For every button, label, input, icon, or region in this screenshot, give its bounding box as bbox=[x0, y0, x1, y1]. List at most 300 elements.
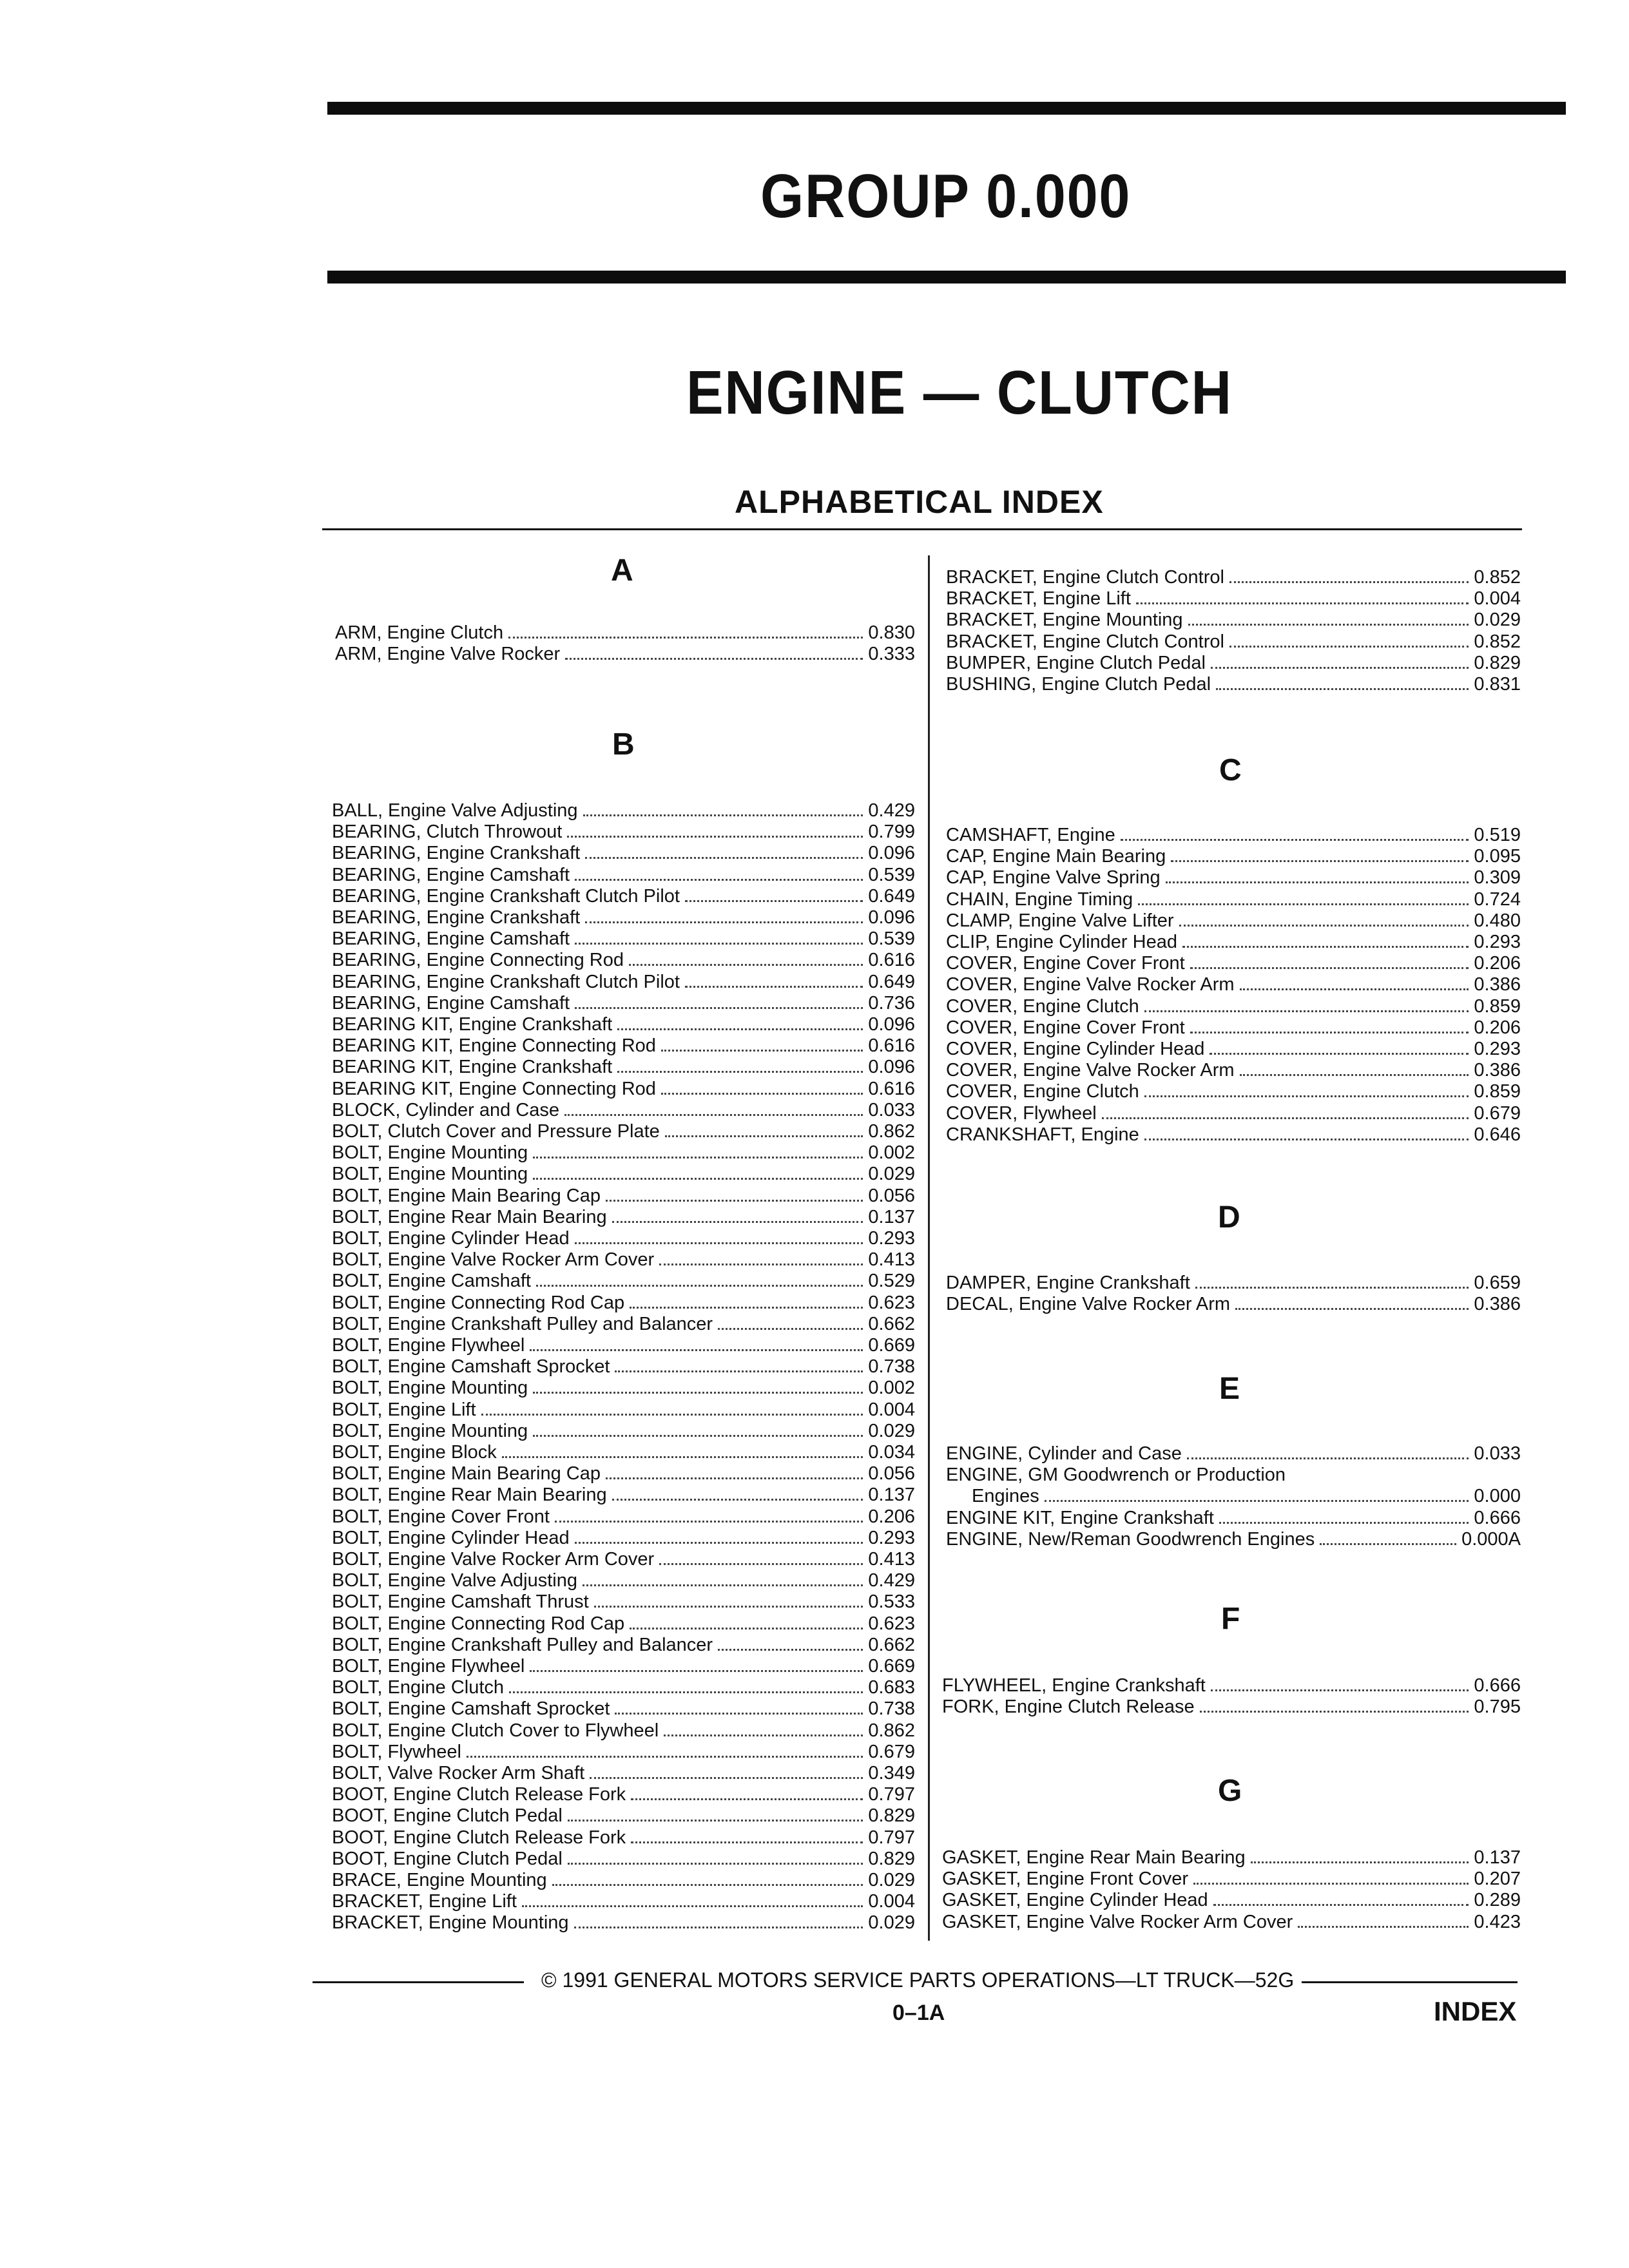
entry-page-ref: 0.309 bbox=[1474, 867, 1521, 889]
entry-page-ref: 0.333 bbox=[868, 644, 915, 665]
dot-leader bbox=[615, 1713, 863, 1715]
entry-page-ref: 0.029 bbox=[868, 1420, 915, 1441]
dot-leader bbox=[659, 1264, 863, 1265]
entry-page-ref: 0.096 bbox=[868, 1057, 915, 1078]
entry-page-ref: 0.830 bbox=[868, 622, 915, 643]
index-entry bbox=[946, 610, 1521, 631]
dot-leader bbox=[661, 1093, 863, 1095]
index-entry bbox=[942, 1869, 1521, 1890]
index-entry bbox=[332, 1570, 915, 1591]
entry-page-ref: 0.669 bbox=[868, 1335, 915, 1356]
entry-page-ref: 0.829 bbox=[1474, 652, 1521, 673]
index-entry bbox=[332, 1656, 915, 1677]
entry-label: BOLT, Engine Camshaft bbox=[332, 1271, 531, 1292]
dot-leader bbox=[1138, 903, 1469, 905]
page-number: 0–1A bbox=[892, 2001, 945, 2025]
index-entry bbox=[946, 1443, 1521, 1465]
entry-page-ref: 0.033 bbox=[868, 1099, 915, 1120]
index-entry bbox=[335, 644, 915, 665]
entry-page-ref: 0.616 bbox=[868, 1078, 915, 1099]
entry-label: BOLT, Engine Lift bbox=[332, 1399, 476, 1420]
entry-label: BOLT, Engine Camshaft Thrust bbox=[332, 1591, 589, 1613]
dot-leader bbox=[629, 964, 863, 966]
index-entry bbox=[332, 1549, 915, 1570]
index-entry bbox=[332, 1121, 915, 1142]
dot-leader bbox=[568, 1820, 863, 1821]
index-entry bbox=[332, 1421, 915, 1442]
entry-label: BOLT, Engine Connecting Rod Cap bbox=[332, 1613, 625, 1634]
entry-page-ref: 0.293 bbox=[868, 1228, 915, 1249]
entry-label: BOLT, Engine Crankshaft Pulley and Balancer bbox=[332, 1313, 713, 1334]
dot-leader bbox=[1298, 1926, 1469, 1928]
dot-leader bbox=[590, 1777, 863, 1779]
index-entry bbox=[946, 974, 1521, 995]
entry-label: BEARING, Engine Camshaft bbox=[332, 992, 570, 1014]
entry-label: BOLT, Engine Cover Front bbox=[332, 1506, 550, 1527]
entry-page-ref: 0.033 bbox=[1474, 1443, 1521, 1464]
entry-label: BOLT, Engine Rear Main Bearing bbox=[332, 1485, 607, 1506]
dot-leader bbox=[533, 1435, 863, 1437]
index-entry bbox=[332, 1142, 915, 1164]
entry-page-ref: 0.000A bbox=[1461, 1528, 1521, 1550]
index-entry bbox=[332, 886, 915, 907]
index-entry bbox=[332, 1463, 915, 1485]
entry-label: BUMPER, Engine Clutch Pedal bbox=[946, 652, 1206, 673]
entry-label: BOLT, Engine Cylinder Head bbox=[332, 1228, 570, 1249]
dot-leader bbox=[612, 1499, 863, 1501]
entry-label: DECAL, Engine Valve Rocker Arm bbox=[946, 1294, 1231, 1315]
entry-page-ref: 0.738 bbox=[868, 1356, 915, 1378]
entry-label: GASKET, Engine Valve Rocker Arm Cover bbox=[942, 1911, 1293, 1932]
entry-page-ref: 0.207 bbox=[1474, 1869, 1521, 1890]
dot-leader bbox=[552, 1884, 863, 1886]
dot-leader bbox=[606, 1200, 863, 1202]
dot-leader bbox=[583, 1584, 863, 1586]
entry-page-ref: 0.679 bbox=[868, 1741, 915, 1762]
dot-leader bbox=[594, 1606, 863, 1608]
entry-page-ref: 0.206 bbox=[1474, 953, 1521, 974]
index-entry bbox=[332, 1035, 915, 1057]
dot-leader bbox=[1210, 1053, 1469, 1055]
index-entry bbox=[332, 1378, 915, 1399]
entry-label: BEARING KIT, Engine Connecting Rod bbox=[332, 1035, 656, 1057]
entry-page-ref: 0.662 bbox=[868, 1313, 915, 1334]
dot-leader bbox=[630, 1307, 863, 1309]
index-entry bbox=[332, 1100, 915, 1121]
entry-page-ref: 0.029 bbox=[868, 1164, 915, 1185]
entry-label: BEARING, Engine Connecting Rod bbox=[332, 950, 624, 971]
entry-label: BOLT, Engine Camshaft Sprocket bbox=[332, 1698, 610, 1720]
dot-leader bbox=[615, 1370, 863, 1372]
entry-label: BEARING, Engine Camshaft bbox=[332, 864, 570, 885]
entry-label: BRACKET, Engine Mounting bbox=[946, 610, 1183, 631]
entry-label: BOLT, Valve Rocker Arm Shaft bbox=[332, 1763, 585, 1783]
dot-leader bbox=[1188, 624, 1469, 626]
index-entry bbox=[332, 1442, 915, 1463]
entry-label: GASKET, Engine Rear Main Bearing bbox=[942, 1847, 1246, 1868]
entry-page-ref: 0.386 bbox=[1474, 974, 1521, 995]
entry-page-ref: 0.413 bbox=[868, 1249, 915, 1271]
dot-leader bbox=[575, 943, 863, 945]
entry-label: COVER, Engine Cylinder Head bbox=[946, 1039, 1205, 1059]
index-entry bbox=[332, 1057, 915, 1078]
entry-page-ref: 0.386 bbox=[1474, 1060, 1521, 1081]
entry-page-ref: 0.429 bbox=[868, 800, 915, 821]
index-entry bbox=[946, 1017, 1521, 1039]
entry-label: BRACKET, Engine Clutch Control bbox=[946, 567, 1224, 588]
entry-page-ref: 0.862 bbox=[868, 1720, 915, 1741]
entry-page-ref: 0.000 bbox=[1474, 1486, 1521, 1507]
entry-label: CAP, Engine Main Bearing bbox=[946, 846, 1166, 867]
index-entry bbox=[332, 1399, 915, 1421]
entry-label: COVER, Engine Clutch bbox=[946, 995, 1139, 1017]
entry-page-ref: 0.386 bbox=[1474, 1294, 1521, 1315]
index-entry bbox=[332, 1805, 915, 1827]
index-entry bbox=[332, 1506, 915, 1528]
entry-page-ref: 0.795 bbox=[1474, 1696, 1521, 1718]
dot-leader bbox=[617, 1071, 863, 1073]
dot-leader bbox=[1320, 1543, 1456, 1545]
entry-label: FORK, Engine Clutch Release bbox=[942, 1696, 1195, 1718]
index-footer-label: INDEX bbox=[1434, 1996, 1517, 2026]
footer-rule-left bbox=[313, 1981, 524, 1983]
index-entry bbox=[332, 1079, 915, 1100]
dot-leader bbox=[1045, 1500, 1469, 1502]
entry-label: GASKET, Engine Front Cover bbox=[942, 1869, 1188, 1890]
entry-page-ref: 0.852 bbox=[1474, 567, 1521, 588]
entry-page-ref: 0.859 bbox=[1474, 1081, 1521, 1102]
entry-page-ref: 0.724 bbox=[1474, 889, 1521, 910]
dot-leader bbox=[530, 1349, 863, 1351]
entry-page-ref: 0.429 bbox=[868, 1570, 915, 1591]
dot-leader bbox=[1235, 1308, 1469, 1310]
dot-leader bbox=[718, 1328, 863, 1330]
entry-label: CAP, Engine Valve Spring bbox=[946, 867, 1161, 889]
dot-leader bbox=[1179, 925, 1469, 927]
entry-label: BEARING KIT, Engine Crankshaft bbox=[332, 1057, 613, 1078]
entry-label: COVER, Engine Valve Rocker Arm bbox=[946, 974, 1235, 995]
entry-label: BOLT, Engine Clutch bbox=[332, 1677, 505, 1698]
index-entry bbox=[946, 1039, 1521, 1060]
letter-heading-f: F bbox=[1221, 1602, 1240, 1636]
index-entry bbox=[332, 822, 915, 843]
entry-page-ref: 0.649 bbox=[868, 885, 915, 907]
dot-leader bbox=[1144, 1139, 1469, 1140]
index-entry bbox=[942, 1847, 1521, 1869]
entry-label: BOOT, Engine Clutch Pedal bbox=[332, 1805, 563, 1827]
index-entry bbox=[332, 865, 915, 886]
index-entry bbox=[946, 953, 1521, 974]
dot-leader bbox=[574, 1927, 863, 1928]
index-entry bbox=[332, 1186, 915, 1207]
entry-label: BEARING, Engine Crankshaft Clutch Pilot bbox=[332, 885, 680, 907]
index-entry bbox=[332, 1164, 915, 1185]
dot-leader bbox=[564, 1114, 863, 1116]
index-entry bbox=[332, 1356, 915, 1378]
index-title-rule bbox=[322, 528, 1522, 530]
entry-label: BUSHING, Engine Clutch Pedal bbox=[946, 674, 1211, 695]
entry-page-ref: 0.293 bbox=[1474, 932, 1521, 952]
index-entry bbox=[946, 674, 1521, 695]
entry-label: BOLT, Engine Valve Rocker Arm Cover bbox=[332, 1249, 655, 1271]
dot-leader bbox=[685, 986, 863, 988]
index-entry bbox=[332, 1720, 915, 1742]
entry-label: BEARING KIT, Engine Connecting Rod bbox=[332, 1078, 656, 1099]
letter-heading-g: G bbox=[1218, 1774, 1242, 1808]
dot-leader bbox=[1102, 1117, 1469, 1119]
dot-leader bbox=[1187, 1457, 1469, 1459]
dot-leader bbox=[1211, 1689, 1469, 1691]
entry-label: BEARING, Clutch Throwout bbox=[332, 822, 563, 843]
index-entry bbox=[335, 622, 915, 644]
entry-page-ref: 0.829 bbox=[868, 1848, 915, 1869]
index-entry bbox=[332, 1249, 915, 1271]
entry-page-ref: 0.862 bbox=[868, 1121, 915, 1142]
dot-leader bbox=[1240, 1074, 1469, 1076]
entry-page-ref: 0.738 bbox=[868, 1698, 915, 1720]
index-entry bbox=[946, 910, 1521, 932]
index-entry bbox=[332, 800, 915, 822]
index-entry bbox=[332, 972, 915, 993]
dot-leader bbox=[575, 1242, 863, 1244]
dot-leader bbox=[631, 1798, 863, 1800]
letter-heading-a: A bbox=[611, 553, 633, 588]
entry-page-ref: 0.679 bbox=[1474, 1102, 1521, 1124]
index-entry bbox=[942, 1696, 1521, 1718]
entry-label: BRACE, Engine Mounting bbox=[332, 1870, 547, 1890]
entry-page-ref: 0.666 bbox=[1474, 1675, 1521, 1696]
entry-page-ref: 0.289 bbox=[1474, 1890, 1521, 1911]
entry-label: CAMSHAFT, Engine bbox=[946, 825, 1115, 845]
index-entry bbox=[332, 1228, 915, 1249]
column-divider bbox=[928, 555, 930, 1941]
index-entry bbox=[942, 1912, 1521, 1933]
entry-page-ref: 0.646 bbox=[1474, 1124, 1521, 1145]
entry-page-ref: 0.797 bbox=[868, 1784, 915, 1805]
entry-label: GASKET, Engine Cylinder Head bbox=[942, 1890, 1208, 1911]
entry-label: FLYWHEEL, Engine Crankshaft bbox=[942, 1675, 1206, 1696]
entry-page-ref: 0.096 bbox=[868, 1014, 915, 1035]
dot-leader bbox=[631, 1841, 863, 1843]
entry-page-ref: 0.029 bbox=[1474, 610, 1521, 631]
dot-leader bbox=[1195, 1287, 1469, 1289]
dot-leader bbox=[1200, 1711, 1469, 1713]
entry-page-ref: 0.662 bbox=[868, 1634, 915, 1655]
entry-page-ref: 0.659 bbox=[1474, 1273, 1521, 1293]
entry-label: BLOCK, Cylinder and Case bbox=[332, 1099, 559, 1120]
entry-label: BOLT, Engine Cylinder Head bbox=[332, 1527, 570, 1548]
entry-page-ref: 0.829 bbox=[868, 1805, 915, 1827]
entry-page-ref: 0.349 bbox=[868, 1763, 915, 1783]
entry-label: ENGINE, Cylinder and Case bbox=[946, 1443, 1182, 1464]
dot-leader bbox=[1240, 988, 1469, 990]
dot-leader bbox=[661, 1050, 863, 1052]
dot-leader bbox=[617, 1028, 863, 1030]
entry-label: COVER, Engine Valve Rocker Arm bbox=[946, 1060, 1235, 1081]
index-entry bbox=[332, 1014, 915, 1035]
index-entry bbox=[972, 1486, 1521, 1507]
entry-label: CHAIN, Engine Timing bbox=[946, 889, 1133, 910]
entry-page-ref: 0.293 bbox=[868, 1527, 915, 1548]
index-entry bbox=[332, 1207, 915, 1228]
dot-leader bbox=[718, 1649, 863, 1651]
entry-label: COVER, Flywheel bbox=[946, 1102, 1097, 1124]
dot-leader bbox=[568, 1863, 863, 1865]
dot-leader bbox=[467, 1756, 863, 1758]
entry-label: BEARING KIT, Engine Crankshaft bbox=[332, 1014, 613, 1035]
entry-label: DAMPER, Engine Crankshaft bbox=[946, 1273, 1190, 1293]
section-title: ENGINE — CLUTCH bbox=[686, 358, 1233, 427]
entry-page-ref: 0.616 bbox=[868, 950, 915, 971]
entry-page-ref: 0.029 bbox=[868, 1870, 915, 1890]
entry-page-ref: 0.096 bbox=[868, 907, 915, 928]
entry-label: BRACKET, Engine Mounting bbox=[332, 1912, 569, 1934]
entry-label: Engines bbox=[972, 1486, 1039, 1507]
dot-leader bbox=[567, 836, 863, 838]
entry-label: COVER, Engine Cover Front bbox=[946, 1017, 1185, 1038]
dot-leader bbox=[536, 1285, 863, 1287]
dot-leader bbox=[1182, 946, 1469, 948]
index-entry bbox=[332, 1335, 915, 1356]
entry-label: BOLT, Engine Rear Main Bearing bbox=[332, 1206, 607, 1227]
entry-label: BOLT, Clutch Cover and Pressure Plate bbox=[332, 1121, 660, 1142]
index-entry bbox=[332, 907, 915, 928]
index-entry bbox=[332, 1698, 915, 1720]
entry-page-ref: 0.666 bbox=[1474, 1507, 1521, 1528]
entry-page-ref: 0.539 bbox=[868, 864, 915, 885]
entry-page-ref: 0.859 bbox=[1474, 995, 1521, 1017]
index-entry bbox=[946, 1294, 1521, 1315]
entry-page-ref: 0.533 bbox=[868, 1591, 915, 1613]
dot-leader bbox=[575, 879, 863, 881]
dot-leader bbox=[630, 1628, 863, 1629]
index-entry bbox=[332, 1849, 915, 1870]
index-entry bbox=[332, 1635, 915, 1656]
entry-page-ref: 0.480 bbox=[1474, 910, 1521, 931]
dot-leader bbox=[659, 1563, 863, 1565]
index-entry bbox=[332, 1293, 915, 1314]
entry-page-ref: 0.423 bbox=[1474, 1911, 1521, 1932]
dot-leader bbox=[1190, 967, 1469, 969]
dot-leader bbox=[1211, 667, 1469, 669]
entry-page-ref: 0.137 bbox=[868, 1485, 915, 1506]
dot-leader bbox=[685, 900, 863, 902]
group-title: GROUP 0.000 bbox=[760, 162, 1132, 231]
index-entry bbox=[332, 1784, 915, 1805]
dot-leader bbox=[1190, 1032, 1469, 1033]
index-entry bbox=[946, 1103, 1521, 1124]
footer-rule-right bbox=[1302, 1981, 1518, 1983]
entry-label: ARM, Engine Valve Rocker bbox=[335, 644, 561, 665]
entry-page-ref: 0.529 bbox=[868, 1271, 915, 1292]
dot-leader bbox=[585, 921, 863, 923]
index-entry bbox=[332, 1613, 915, 1635]
entry-page-ref: 0.056 bbox=[868, 1185, 915, 1206]
index-entry bbox=[332, 928, 915, 950]
dot-leader bbox=[606, 1477, 863, 1479]
dot-leader bbox=[533, 1157, 863, 1158]
index-entry bbox=[946, 1465, 1521, 1486]
dot-leader bbox=[664, 1735, 863, 1736]
index-entry bbox=[332, 1763, 915, 1784]
dot-leader bbox=[1171, 860, 1469, 862]
entry-label: COVER, Engine Clutch bbox=[946, 1081, 1139, 1102]
entry-page-ref: 0.004 bbox=[868, 1399, 915, 1420]
index-entry bbox=[332, 1314, 915, 1335]
entry-label: CRANKSHAFT, Engine bbox=[946, 1124, 1139, 1145]
letter-heading-b: B bbox=[612, 727, 635, 762]
dot-leader bbox=[585, 857, 863, 859]
index-entry bbox=[942, 1675, 1521, 1696]
entry-label: BOLT, Engine Mounting bbox=[332, 1164, 528, 1185]
dot-leader bbox=[1136, 602, 1469, 604]
dot-leader bbox=[481, 1414, 863, 1416]
dot-leader bbox=[1144, 1095, 1469, 1097]
entry-page-ref: 0.623 bbox=[868, 1292, 915, 1313]
index-entry bbox=[946, 567, 1521, 588]
index-entry bbox=[946, 867, 1521, 889]
index-entry bbox=[946, 653, 1521, 674]
entry-page-ref: 0.004 bbox=[1474, 588, 1521, 610]
entry-label: BOLT, Engine Mounting bbox=[332, 1420, 528, 1441]
entry-label: BOOT, Engine Clutch Release Fork bbox=[332, 1827, 626, 1848]
entry-page-ref: 0.056 bbox=[868, 1463, 915, 1485]
index-entry bbox=[332, 1827, 915, 1849]
entry-label: BOLT, Engine Connecting Rod Cap bbox=[332, 1292, 625, 1313]
dot-leader bbox=[575, 1007, 863, 1009]
dot-leader bbox=[1144, 1010, 1469, 1012]
entry-label: CLAMP, Engine Valve Lifter bbox=[946, 910, 1174, 931]
entry-label: BEARING, Engine Crankshaft bbox=[332, 843, 581, 864]
entry-page-ref: 0.206 bbox=[1474, 1017, 1521, 1038]
index-entry bbox=[946, 889, 1521, 910]
entry-label: BEARING, Engine Crankshaft Clutch Pilot bbox=[332, 971, 680, 992]
entry-page-ref: 0.519 bbox=[1474, 825, 1521, 845]
copyright-line: © 1991 GENERAL MOTORS SERVICE PARTS OPERATIONS—LT TRUCK—52G bbox=[541, 1968, 1295, 1992]
entry-page-ref: 0.852 bbox=[1474, 631, 1521, 652]
entry-label: CLIP, Engine Cylinder Head bbox=[946, 932, 1177, 952]
entry-label: ENGINE, New/Reman Goodwrench Engines bbox=[946, 1528, 1315, 1550]
index-entry bbox=[946, 1273, 1521, 1294]
dot-leader bbox=[533, 1392, 863, 1394]
dot-leader bbox=[665, 1135, 863, 1137]
dot-leader bbox=[530, 1670, 863, 1672]
index-entry bbox=[942, 1890, 1521, 1911]
index-entry bbox=[332, 993, 915, 1014]
entry-label: ENGINE, GM Goodwrench or Production bbox=[946, 1465, 1286, 1486]
dot-leader bbox=[1229, 646, 1469, 648]
entry-label: BOLT, Engine Clutch Cover to Flywheel bbox=[332, 1720, 659, 1741]
entry-label: BRACKET, Engine Lift bbox=[332, 1891, 517, 1912]
index-entry bbox=[946, 588, 1521, 610]
entry-label: BOLT, Engine Valve Adjusting bbox=[332, 1570, 577, 1591]
entry-label: BOLT, Flywheel bbox=[332, 1741, 461, 1762]
dot-leader bbox=[502, 1456, 863, 1458]
entry-page-ref: 0.649 bbox=[868, 971, 915, 992]
index-entry bbox=[332, 1742, 915, 1763]
index-entry bbox=[946, 1124, 1521, 1146]
index-entry bbox=[332, 1870, 915, 1891]
letter-heading-c: C bbox=[1219, 753, 1242, 787]
entry-page-ref: 0.004 bbox=[868, 1891, 915, 1912]
entry-page-ref: 0.137 bbox=[868, 1206, 915, 1227]
index-entry bbox=[946, 1081, 1521, 1102]
index-entry bbox=[332, 843, 915, 864]
entry-page-ref: 0.623 bbox=[868, 1613, 915, 1634]
index-entry bbox=[946, 1508, 1521, 1529]
dot-leader bbox=[575, 1542, 863, 1544]
entry-label: ARM, Engine Clutch bbox=[335, 622, 504, 643]
